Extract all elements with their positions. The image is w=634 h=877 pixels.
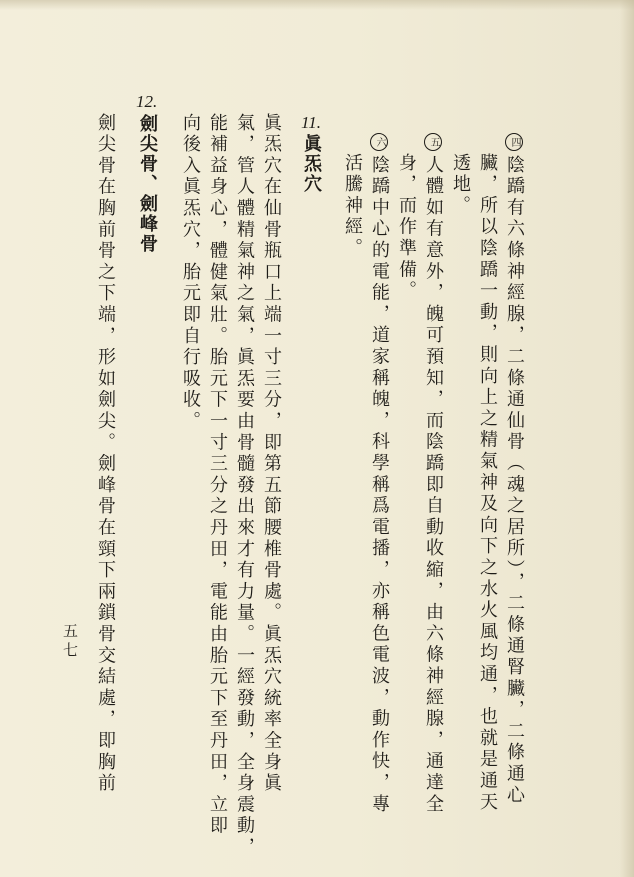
item-6-line-1 <box>368 133 390 815</box>
item-4-line-1-text: 陰蹻有六條神經腺，二條通仙骨（魂之居所），二條通腎臟，二條通心 <box>504 155 525 807</box>
page-top-shadow <box>0 0 634 10</box>
item-6-line-1-text: 陰蹻中心的電能，道家稱魄，科學稱爲電播，亦稱色電波，動作快，專 <box>369 155 390 816</box>
section-12-number: 12. <box>136 92 158 111</box>
item-4-marker: 四 <box>505 133 523 151</box>
section-12-title: 劍尖骨、劍峰骨 <box>137 114 158 254</box>
section-12-line-1: 劍尖骨在胸前骨之下端，形如劍尖。劍峰骨在頸下兩鎖骨交結處，即胸前 <box>95 113 116 795</box>
section-11-line-4: 向後入眞炁穴，胎元即自行吸收。 <box>180 113 201 433</box>
item-4-line-2: 臟，所以陰蹻一動，則向上之精氣神及向下之水火風均通，也就是通天 <box>477 153 498 814</box>
page-number: 五七 <box>61 623 79 661</box>
item-6-marker: 六 <box>370 133 388 151</box>
section-11-line-2: 氣，管人體精氣神之氣，眞炁要由骨髓發出來才有力量。一經發動，全身震動， <box>234 113 255 859</box>
item-5-line-2: 身，而作準備。 <box>396 153 417 303</box>
item-4-line-1 <box>503 133 525 806</box>
item-6-line-2: 活騰神經。 <box>342 153 363 260</box>
item-4-line-3: 透地。 <box>450 153 471 217</box>
item-5-line-1-text: 人體如有意外，魄可預知，而陰蹻即自動收縮，由六條神經腺，通達全 <box>423 155 444 816</box>
item-5-line-1 <box>422 133 444 815</box>
section-11-title: 眞炁穴 <box>301 134 322 194</box>
section-11-line-1: 眞炁穴在仙骨瓶口上端一寸三分，即第五節腰椎骨處。眞炁穴統率全身眞 <box>261 113 282 795</box>
section-11-line-3: 能補益身心，體健氣壯。胎元下一寸三分之丹田，電能由胎元下至丹田，立即 <box>207 113 228 838</box>
page-edge-shadow <box>620 0 634 877</box>
item-5-marker: 五 <box>424 133 442 151</box>
section-11-number: 11. <box>301 113 321 132</box>
